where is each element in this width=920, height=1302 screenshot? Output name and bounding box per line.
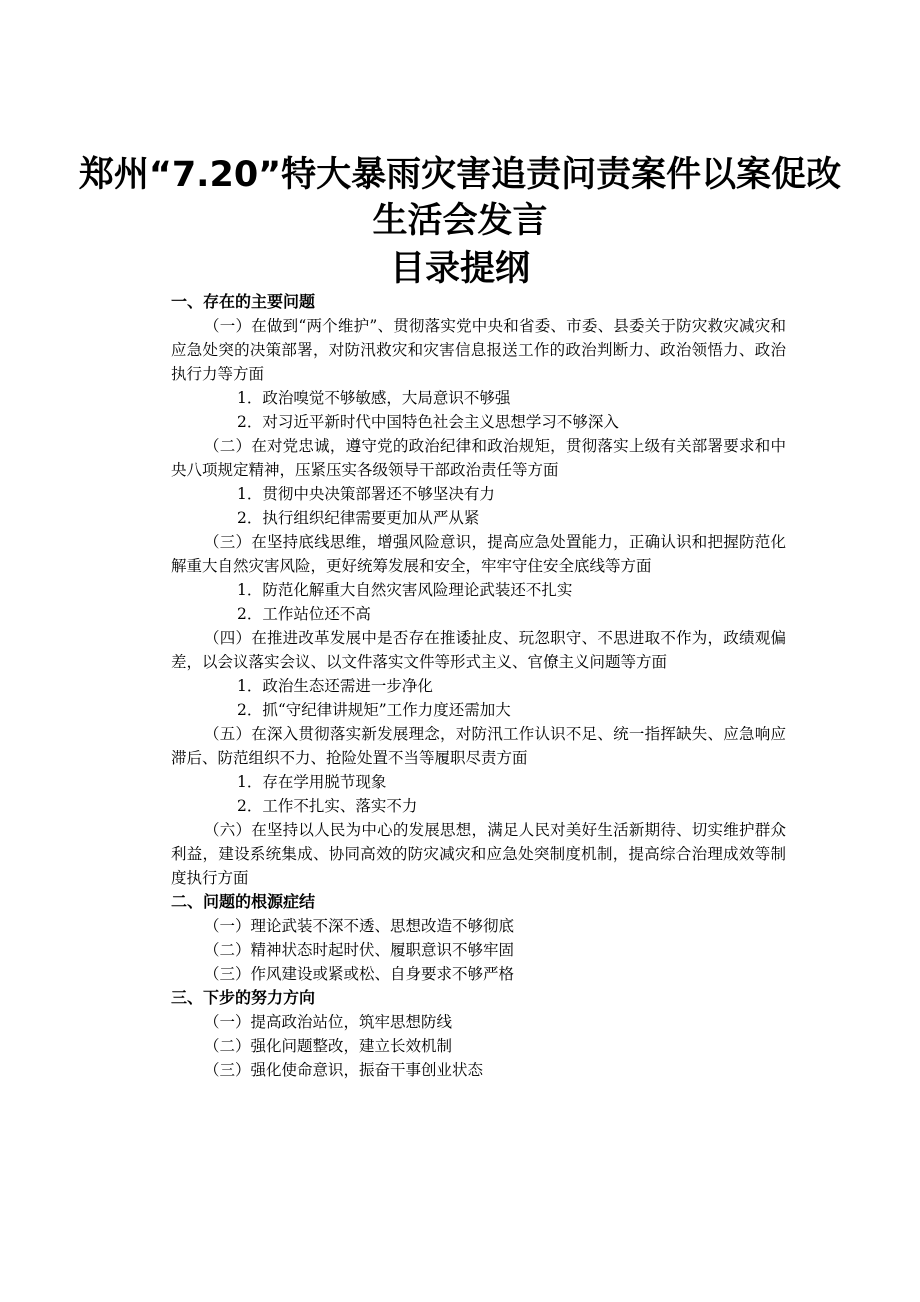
list-item: 2．工作站位还不高 xyxy=(237,605,371,623)
subsection-line: （一）提高政治站位，筑牢思想防线 xyxy=(204,1013,453,1031)
document-title-line-2: 生活会发言 xyxy=(372,201,548,241)
list-item: 1．存在学用脱节现象 xyxy=(237,773,387,791)
list-item: 1．政治生态还需进一步净化 xyxy=(237,677,433,695)
subsection-line: （二）强化问题整改，建立长效机制 xyxy=(204,1037,453,1055)
list-item: 2．执行组织纪律需要更加从严从紧 xyxy=(237,509,480,527)
subsection-paragraph: （二）在对党忠诚，遵守党的政治纪律和政治规矩，贯彻落实上级有关部署要求和中央八项规定精神，压紧压实各级领导干部政治责任等方面 xyxy=(171,437,786,479)
list-item: 2．工作不扎实、落实不力 xyxy=(237,797,418,815)
subsection-paragraph: （一）在做到“两个维护”、贯彻落实党中央和省委、市委、县委关于防灾救灾减灾和应急处突的决策部署，对防汛救灾和灾害信息报送工作的政治判断力、政治领悟力、政治执行力等方面 xyxy=(171,317,786,383)
section-heading: 三、下步的努力方向 xyxy=(171,988,316,1007)
list-item: 1．政治嗅觉不够敏感，大局意识不够强 xyxy=(237,389,511,407)
subsection-line: （二）精神状态时起时伏、履职意识不够牢固 xyxy=(204,941,515,959)
document-title-line-1: 郑州“7.20”特大暴雨灾害追责问责案件以案促改 xyxy=(78,155,842,195)
document-subtitle: 目录提纲 xyxy=(389,249,530,289)
section-heading: 二、问题的根源症结 xyxy=(171,892,316,911)
subsection-line: （三）作风建设或紧或松、自身要求不够严格 xyxy=(204,965,515,983)
list-item: 1．贯彻中央决策部署还不够坚决有力 xyxy=(237,485,495,503)
subsection-paragraph: （六）在坚持以人民为中心的发展思想，满足人民对美好生活新期待、切实维护群众利益，建设系统集成、协同高效的防灾减灾和应急处突制度机制，提高综合治理成效等制度执行方面 xyxy=(171,821,786,887)
subsection-paragraph: （四）在推进改革发展中是否存在推诿扯皮、玩忽职守、不思进取不作为，政绩观偏差，以会议落实会议、以文件落实文件等形式主义、官僚主义问题等方面 xyxy=(171,629,786,671)
subsection-line: （一）理论武装不深不透、思想改造不够彻底 xyxy=(204,917,515,935)
list-item: 1．防范化解重大自然灾害风险理论武装还不扎实 xyxy=(237,581,573,599)
subsection-paragraph: （五）在深入贯彻落实新发展理念，对防汛工作认识不足、统一指挥缺失、应急响应滞后、防范组织不力、抢险处置不当等履职尽责方面 xyxy=(171,725,786,767)
section-heading: 一、存在的主要问题 xyxy=(171,292,316,311)
list-item: 2．抓“守纪律讲规矩”工作力度还需加大 xyxy=(237,701,511,719)
subsection-line: （三）强化使命意识，振奋干事创业状态 xyxy=(204,1061,484,1079)
outline-body xyxy=(171,290,786,1082)
list-item: 2．对习近平新时代中国特色社会主义思想学习不够深入 xyxy=(237,413,619,431)
subsection-paragraph: （三）在坚持底线思维，增强风险意识，提高应急处置能力，正确认识和把握防范化解重大自然灾害风险，更好统筹发展和安全，牢牢守住安全底线等方面 xyxy=(171,533,786,575)
